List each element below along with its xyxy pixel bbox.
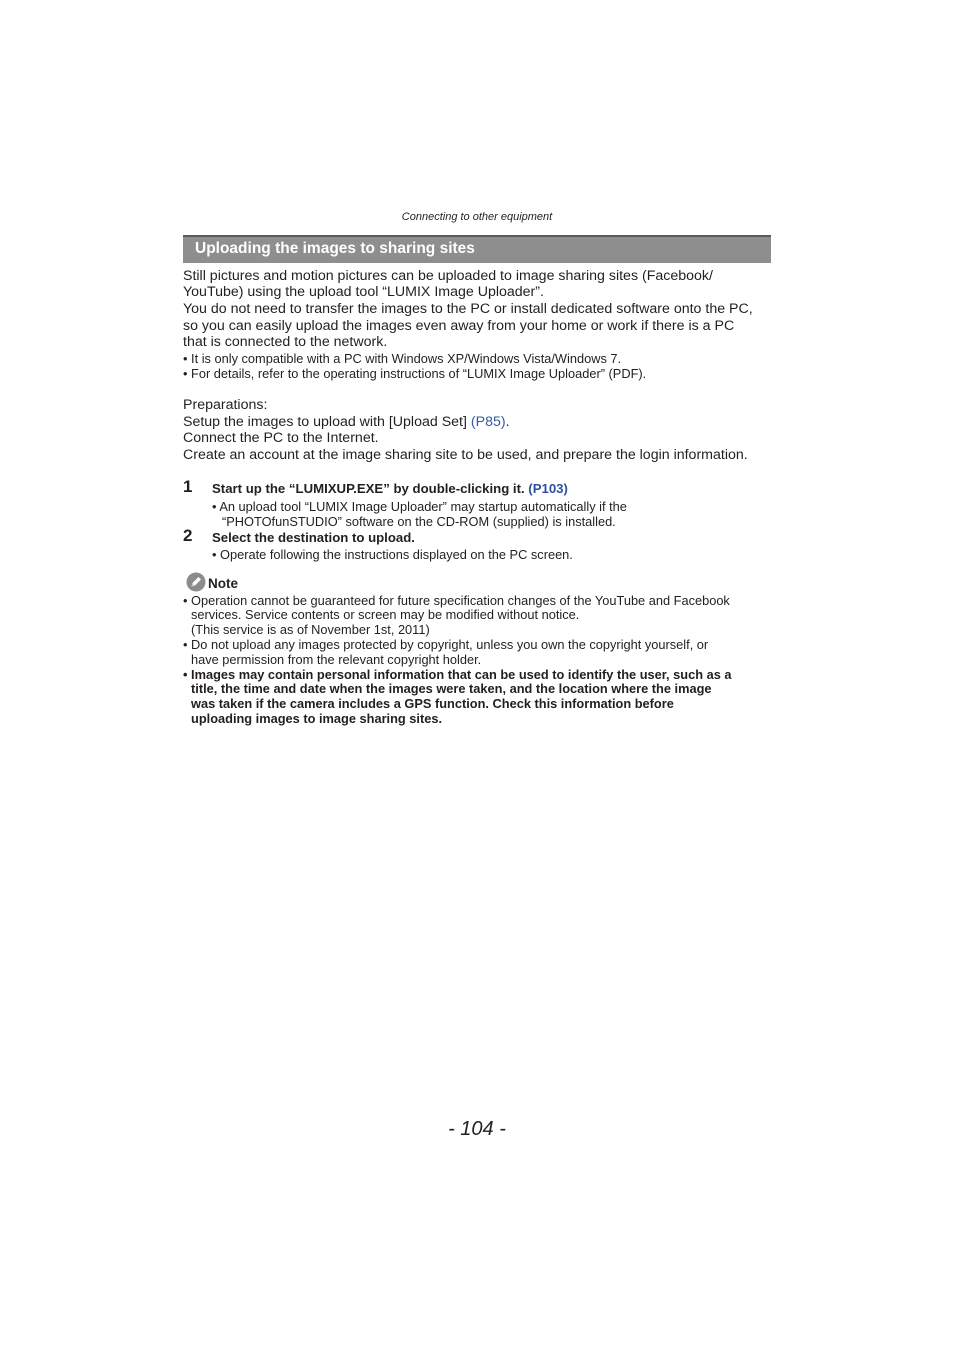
note-2-line-2: have permission from the relevant copyright holder. [191, 652, 482, 667]
section-header-bar [183, 235, 771, 263]
intro-line-5: that is connected to the network. [183, 334, 388, 350]
preparation-1-end: . [505, 414, 510, 430]
intro-line-2: YouTube) using the upload tool “LUMIX Image Uploader”. [183, 284, 544, 300]
step-2-sub-line-1: • Operate following the instructions displayed on the PC screen. [212, 547, 573, 562]
p103-link[interactable]: (P103) [528, 481, 568, 496]
intro-line-3: You do not need to transfer the images to the PC or install dedicated software onto the PC, [183, 301, 753, 317]
note-1-line-1: • Operation cannot be guaranteed for future specification changes of the YouTube and Facebook [183, 593, 730, 608]
note-1-line-2: services. Service contents or screen may be modified without notice. [191, 607, 580, 622]
note-3-line-3: was taken if the camera includes a GPS function. Check this information before [191, 696, 674, 711]
p85-link[interactable]: (P85) [470, 414, 506, 430]
intro-line-1: Still pictures and motion pictures can be uploaded to image sharing sites (Facebook/ [183, 268, 713, 284]
note-1-line-3: (This service is as of November 1st, 2011) [191, 622, 430, 637]
note-3-line-4: uploading images to image sharing sites. [191, 711, 443, 726]
preparation-1 [183, 414, 783, 431]
section-title: Uploading the images to sharing sites [195, 240, 475, 257]
note-2-line-1: • Do not upload any images protected by copyright, unless you own the copyright yourself, or [183, 637, 709, 652]
running-header: Connecting to other equipment [401, 211, 553, 223]
note-3-line-1: • Images may contain personal information that can be used to identify the user, such as a [183, 667, 732, 682]
preparation-2: Connect the PC to the Internet. [183, 430, 379, 446]
details-bullet: • For details, refer to the operating instructions of “LUMIX Image Uploader” (PDF). [183, 366, 647, 381]
note-3-line-2: title, the time and date when the images were taken, and the location where the image [191, 681, 712, 696]
preparation-1-text: Setup the images to upload with [Upload Set] [183, 414, 471, 430]
note-label: Note [208, 576, 238, 591]
compat-bullet: • It is only compatible with a PC with Windows XP/Windows Vista/Windows 7. [183, 351, 622, 366]
step-2-title: Select the destination to upload. [212, 530, 415, 545]
step-2-number: 2 [183, 526, 193, 545]
step-1-sub-line-2: “PHOTOfunSTUDIO” software on the CD-ROM (supplied) is installed. [222, 514, 616, 529]
intro-line-4: so you can easily upload the images even away from your home or work if there is a PC [183, 318, 735, 334]
page-number: - 104 - [448, 1118, 506, 1140]
step-1-title [212, 481, 568, 496]
step-1-number: 1 [183, 477, 193, 496]
preparation-3: Create an account at the image sharing site to be used, and prepare the login information. [183, 447, 748, 463]
step-1-text: Start up the “LUMIXUP.EXE” by double-clicking it. [212, 481, 529, 496]
step-1-sub-line-1: • An upload tool “LUMIX Image Uploader” may startup automatically if the [212, 499, 627, 514]
preparations-heading: Preparations: [183, 397, 268, 413]
